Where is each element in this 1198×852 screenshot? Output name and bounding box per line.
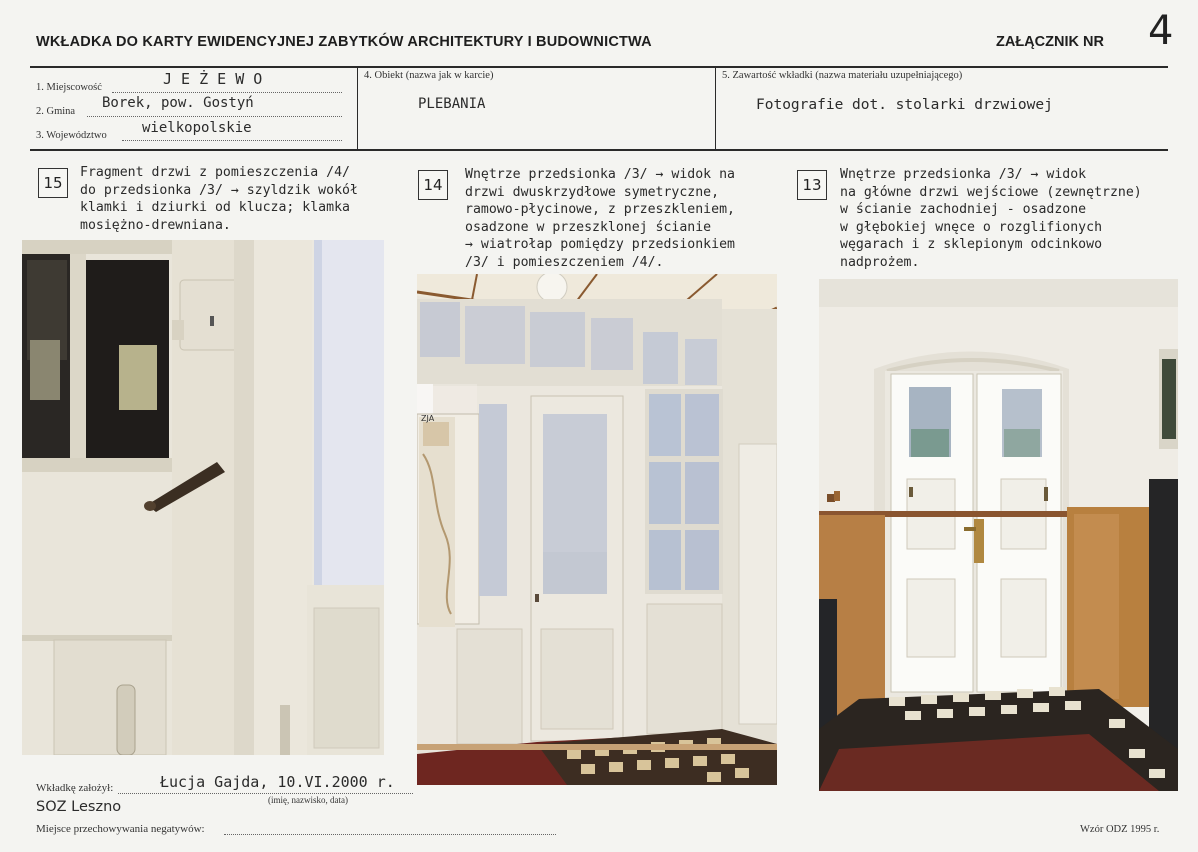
header-divider-1 xyxy=(357,67,358,150)
locality-value: J E Ż E W O xyxy=(163,70,263,88)
attachment-number: 4 xyxy=(1148,8,1174,54)
header-divider-2 xyxy=(715,67,716,150)
photo-caption-14: Wnętrze przedsionka /3/ → widok na drzwi dwuskrzydłowe symetryczne, ramowo-płycinowe, z przeszkleniem, osadzone w przeszklonej ścianie → wiatrołap pomiędzy przedsionkiem /3/ i pomieszczeniem /4/. xyxy=(465,167,735,270)
photo-14-sign-text: ZJA xyxy=(421,414,435,423)
photo-caption-15: Fragment drzwi z pomieszczenia /4/ do przedsionka /3/ → szyldzik wokół klamki i dziurki od klucza; klamka mosiężno-drewniana. xyxy=(80,165,358,233)
object-value: PLEBANIA xyxy=(418,96,486,112)
form-model-note: Wzór ODZ 1995 r. xyxy=(1080,824,1160,835)
negatives-storage-label: Miejsce przechowywania negatywów: xyxy=(36,823,205,835)
photo-15-door-fragment xyxy=(22,240,384,755)
content-label: 5. Zawartość wkładki (nazwa materiału uzupełniającego) xyxy=(722,70,963,81)
photo-number-14: 14 xyxy=(418,170,448,200)
negatives-storage-dots xyxy=(224,834,556,835)
established-by-dots xyxy=(118,793,413,794)
photo-14-vestibule xyxy=(417,274,777,785)
office-stamp: SOZ Leszno xyxy=(36,799,122,815)
card-title: WKŁADKA DO KARTY EWIDENCYJNEJ ZABYTKÓW ARCHITEKTURY I BUDOWNICTWA xyxy=(36,34,652,50)
header-rule-bottom xyxy=(30,149,1168,151)
photo-number-15: 15 xyxy=(38,168,68,198)
locality-label: 1. Miejscowość xyxy=(36,82,102,93)
established-by-label: Wkładkę założył: xyxy=(36,782,114,794)
content-value: Fotografie dot. stolarki drzwiowej xyxy=(756,97,1053,113)
photo-13-entrance xyxy=(819,279,1178,791)
voivodeship-value: wielkopolskie xyxy=(142,120,252,136)
photo-caption-13: Wnętrze przedsionka /3/ → widok na główne drzwi wejściowe (zewnętrzne) w ścianie zachodniej - osadzone w głębokiej wnęce o rozglifionych węgarach i z sklepionym odcinkowo nadprożem. xyxy=(840,167,1142,270)
locality-dots xyxy=(112,92,342,93)
commune-dots xyxy=(87,116,342,117)
object-label: 4. Obiekt (nazwa jak w karcie) xyxy=(364,70,494,81)
commune-label: 2. Gmina xyxy=(36,106,76,117)
attachment-label: ZAŁĄCZNIK NR xyxy=(996,34,1104,50)
voivodeship-dots xyxy=(122,140,342,141)
photo-number-13: 13 xyxy=(797,170,827,200)
voivodeship-label: 3. Województwo xyxy=(36,130,107,141)
header-rule-top xyxy=(30,66,1168,68)
established-by-value: Łucja Gajda, 10.VI.2000 r. xyxy=(160,773,395,791)
commune-value: Borek, pow. Gostyń xyxy=(102,95,254,111)
signature-hint: (imię, nazwisko, data) xyxy=(268,795,348,805)
